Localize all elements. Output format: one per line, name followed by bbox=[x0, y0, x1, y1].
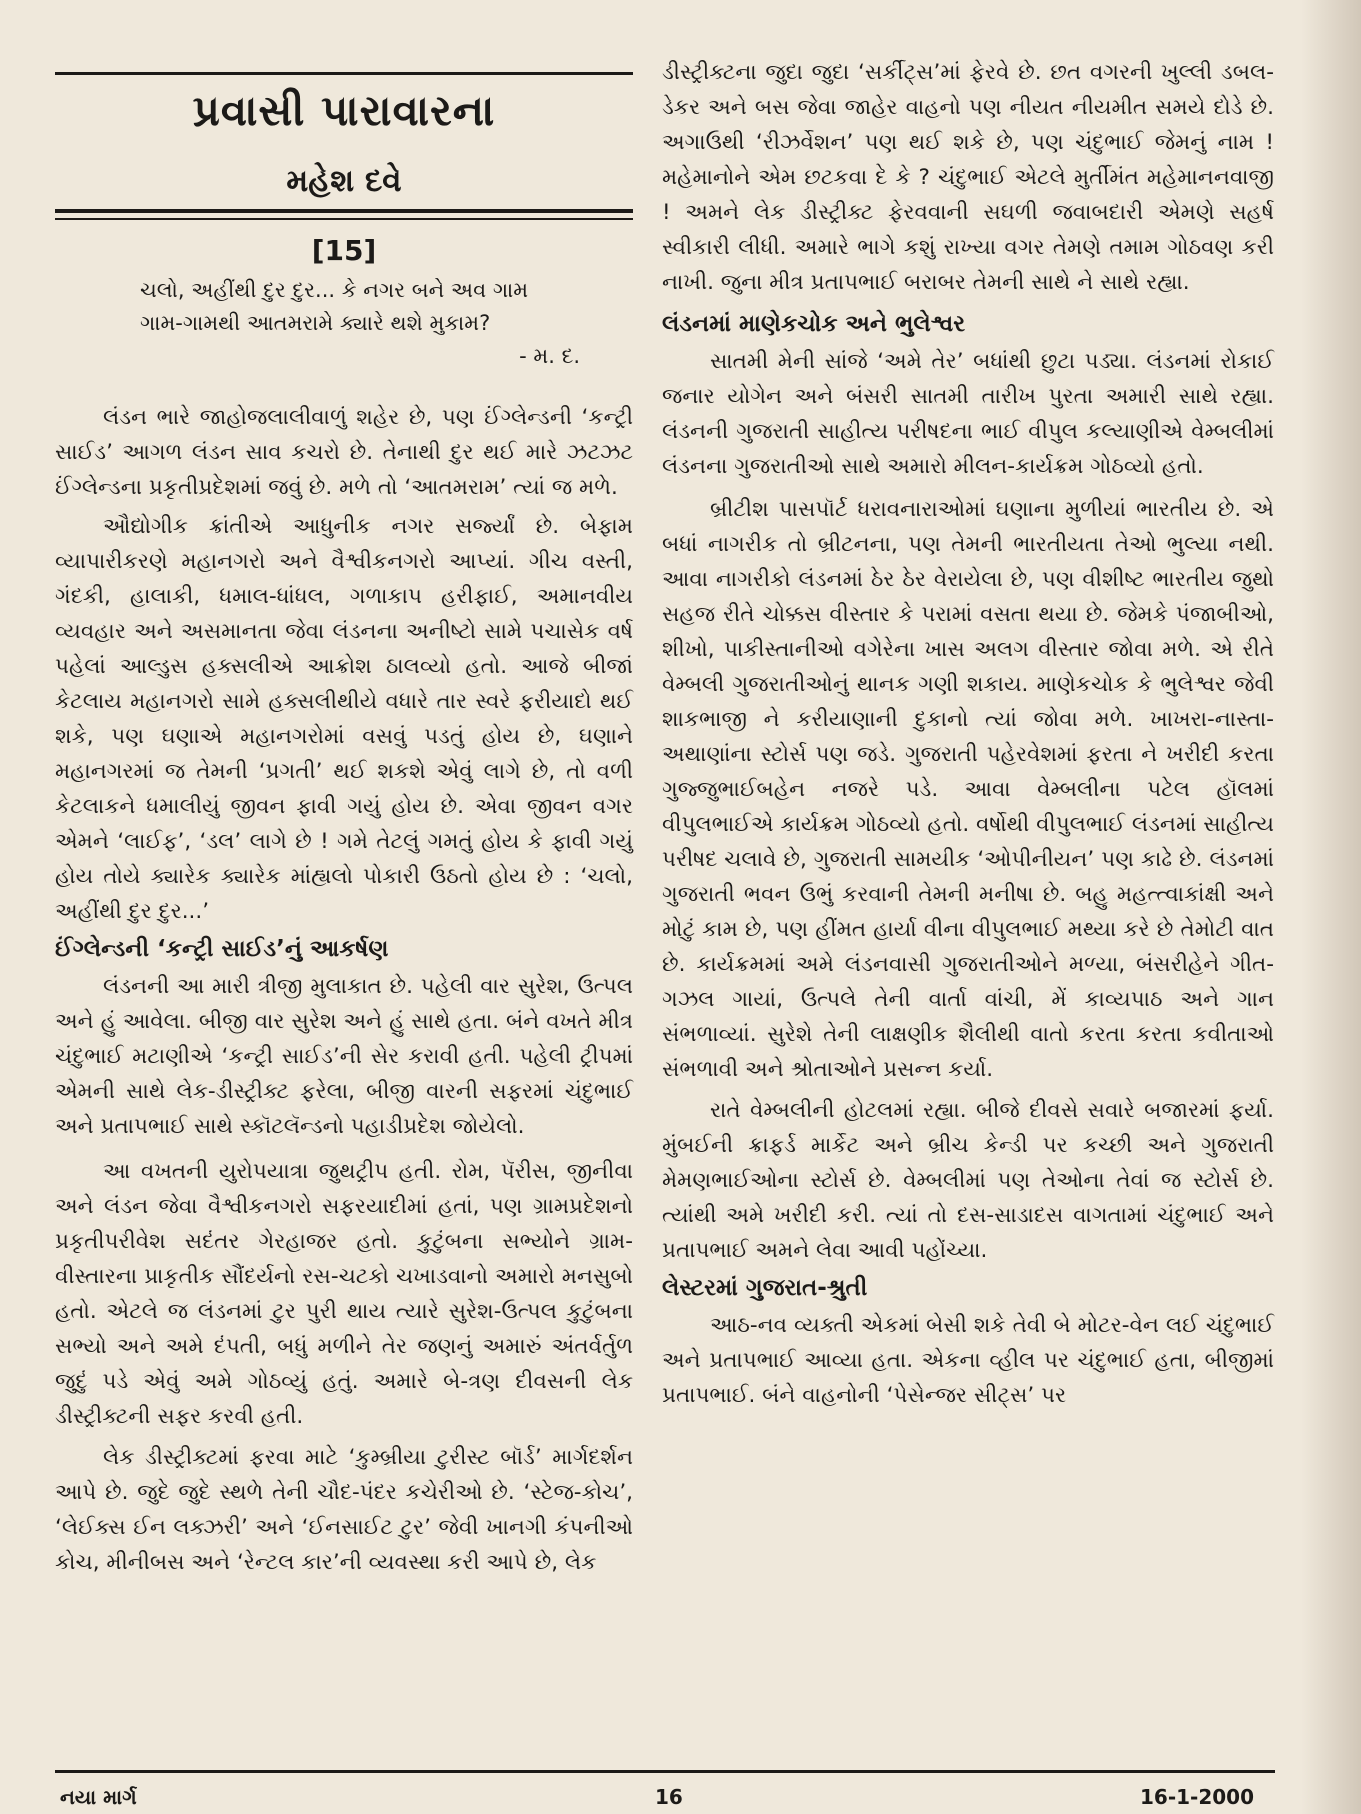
author-underline-thin bbox=[55, 218, 633, 220]
footer-rule bbox=[55, 1770, 1275, 1773]
paragraph: સાતમી મેની સાંજે ‘અમે તેર’ બધાંથી છુટા પડ્યા. લંડનમાં રોકાઈ જનાર યોગેન અને બંસરી સાતમી તારીખ પુરતા અમારી સાથે રહ્યા. લંડનની ગુજરાતી સાહીત્ય પરીષદના ભાઈ વીપુલ કલ્યાણીએ વેમ્બલીમાં લંડનના ગુજરાતીઓ સાથે અમારો મીલન-કાર્યક્રમ ગોઠવ્યો હતો. bbox=[662, 349, 1274, 479]
epigraph-line: ગામ-ગામથી આતમરામે ક્યારે થશે મુકામ? bbox=[140, 311, 491, 335]
top-rule bbox=[55, 72, 633, 75]
paragraph: ઔદ્યોગીક ક્રાંતીએ આધુનીક નગર સર્જ્યાં છે. બેફામ વ્યાપારીકરણે મહાનગરો અને વૈશ્વીકનગરો આપ્યાં. ગીચ વસ્તી, ગંદકી, હાલાકી, ધમાલ-ધાંધલ, ગળાકાપ હરીફાઈ, અમાનવીય વ્યવહાર અને અસમાનતા જેવા લંડનના અનીષ્ટો સામે પચાસેક વર્ષ પહેલાં આલ્ડુસ હક્સલીએ આક્રોશ ઠાલવ્યો હતો. આજે બીજાં કેટલાય મહાનગરો સામે હક્સલીથીયે વધારે તાર સ્વરે ફરીયાદો થઈ શકે, પણ ઘણાએ મહાનગરોમાં વસવું પડતું હોય છે, ઘણાને મહાનગરમાં જ તેમની ‘પ્રગતી’ થઈ શકશે એવું લાગે છે, તો વળી કેટલાકને ધમાલીયું જીવન ફાવી ગયું હોય છે. એવા જીવન વગર એમને ‘લાઈફ’, ‘ડલ’ લાગે છે ! ગમે તેટલું ગમતું હોય કે ફાવી ગયું હોય તોયે ક્યારેક ક્યારેક માંહ્યલો પોકારી ઉઠતો હોય છે : ‘ચલો, અહીંથી દુર દુર...’ bbox=[55, 514, 633, 924]
footer-magazine-name: નયા માર્ગ bbox=[60, 1785, 137, 1809]
footer-page-number: 16 bbox=[655, 1785, 683, 1809]
section-heading: ઈંગ્લેન્ડની ‘કન્ટ્રી સાઈડ’નું આકર્ષણ bbox=[55, 936, 389, 962]
author-name: મહેશ દવે bbox=[286, 163, 402, 199]
paragraph: આઠ-નવ વ્યક્તી એકમાં બેસી શકે તેવી બે મોટર-વેન લઈ ચંદુભાઈ અને પ્રતાપભાઈ આવ્યા હતા. એકના વ્હીલ પર ચંદુભાઈ હતા, બીજીમાં પ્રતાપભાઈ. બંને વાહનોની ‘પેસેન્જર સીટ્સ’ પર bbox=[662, 1313, 1274, 1408]
paragraph: લંડનની આ મારી ત્રીજી મુલાકાત છે. પહેલી વાર સુરેશ, ઉત્પલ અને હું આવેલા. બીજી વાર સુરેશ અને હું સાથે હતા. બંને વખતે મીત્ર ચંદુભાઈ મટાણીએ ‘કન્ટ્રી સાઈડ’ની સેર કરાવી હતી. પહેલી ટ્રીપમાં એમની સાથે લેક-ડીસ્ટ્રીક્ટ ફરેલા, બીજી વારની સફરમાં ચંદુભાઈ અને પ્રતાપભાઈ સાથે સ્કૉટલૅન્ડનો પહાડીપ્રદેશ જોયેલો. bbox=[55, 974, 633, 1139]
author-underline bbox=[55, 209, 633, 213]
paragraph: બ્રીટીશ પાસપૉર્ટ ધરાવનારાઓમાં ઘણાના મુળીયાં ભારતીય છે. એ બધાં નાગરીક તો બ્રીટનના, પણ તેમની ભારતીયતા તેઓ ભુલ્યા નથી. આવા નાગરીકો લંડનમાં ઠેર ઠેર વેરાયેલા છે, પણ વીશીષ્ટ ભારતીય જુથો સહજ રીતે ચોક્કસ વીસ્તાર કે પરામાં વસતા થયા છે. જેમકે પંજાબીઓ, શીખો, પાકીસ્તાનીઓ વગેરેના ખાસ અલગ વીસ્તાર જોવા મળે. એ રીતે વેમ્બલી ગુજરાતીઓનું થાનક ગણી શકાય. માણેકચોક કે ભુલેશ્વર જેવી શાકભાજી ને કરીયાણાની દુકાનો ત્યાં જોવા મળે. ખાખરા-નાસ્તા-અથાણાંના સ્ટોર્સ પણ જડે. ગુજરાતી પહેરવેશમાં ફરતા ને ખરીદી કરતા ગુજ્જુભાઈબહેન નજરે પડે. આવા વેમ્બલીના પટેલ હૉલમાં વીપુલભાઈએ કાર્યક્રમ ગોઠવ્યો હતો. વર્ષોથી વીપુલભાઈ લંડનમાં સાહીત્ય પરીષદ ચલાવે છે, ગુજરાતી સામયીક ‘ઓપીનીયન’ પણ કાઢે છે. લંડનમાં ગુજરાતી ભવન ઉભું કરવાની તેમની મનીષા છે. બહુ મહત્ત્વાકાંક્ષી અને મોટું કામ છે, પણ હીંમત હાર્યા વીના વીપુલભાઈ મથ્યા કરે છે તેમોટી વાત છે. કાર્યક્રમમાં અમે લંડનવાસી ગુજરાતીઓને મળ્યા, બંસરીહેને ગીત-ગઝલ ગાયાં, ઉત્પલે તેની વાર્તા વાંચી, મેં કાવ્યપાઠ અને ગાન સંભળાવ્યાં. સુરેશે તેની લાક્ષણીક શૈલીથી વાતો કરતા કરતા કવીતાઓ સંભળાવી અને શ્રોતાઓને પ્રસન્ન કર્યા. bbox=[662, 497, 1274, 1082]
right-column-text bbox=[662, 55, 1274, 1413]
paragraph: લંડન ભારે જાહોજલાલીવાળું શહેર છે, પણ ઈંગ્લેન્ડની ‘કન્ટ્રી સાઈડ’ આગળ લંડન સાવ કચરો છે. તેનાથી દુર થઈ મારે ઝટઝટ ઈંગ્લેન્ડના પ્રકૃતીપ્રદેશમાં જવું છે. મળે તો ‘આતમરામ’ ત્યાં જ મળે. bbox=[55, 405, 633, 500]
epigraph-signature: - મ. દ. bbox=[519, 344, 580, 368]
article-title: પ્રવાસી પારાવારના bbox=[192, 86, 496, 135]
episode-number: [15] bbox=[311, 234, 377, 267]
paragraph: ડીસ્ટ્રીક્ટના જુદા જુદા ‘સર્કીટ્સ’માં ફેરવે છે. છત વગરની ખુલ્લી ડબલ-ડેકર અને બસ જેવા જાહેર વાહનો પણ નીયત નીયમીત સમયે દોડે છે. અગાઉથી ‘રીઝર્વેશન’ પણ થઈ શકે છે, પણ ચંદુભાઈ જેમનું નામ ! મહેમાનોને એમ છટકવા દે કે ? ચંદુભાઈ એટલે મુર્તીમંત મહેમાનનવાજી ! અમને લેક ડીસ્ટ્રીક્ટ ફેરવવાની સઘળી જવાબદારી એમણે સહર્ષ સ્વીકારી લીધી. અમારે ભાગે કશું રાખ્યા વગર તેમણે તમામ ગોઠવણ કરી નાખી. જુના મીત્ર પ્રતાપભાઈ બરાબર તેમની સાથે ને સાથે રહ્યા. bbox=[662, 60, 1274, 295]
paragraph: લેક ડીસ્ટ્રીક્ટમાં ફરવા માટે ‘કુમ્બ્રીયા ટુરીસ્ટ બૉર્ડ’ માર્ગદર્શન આપે છે. જુદે જુદે સ્થળે તેની ચૌદ-પંદર કચેરીઓ છે. ‘સ્ટેજ-કોચ’, ‘લેઈક્સ ઈન લક્ઝરી’ અને ‘ઈનસાઈટ ટુર’ જેવી ખાનગી કંપનીઓ કોચ, મીનીબસ અને ‘રેન્ટલ કાર’ની વ્યવસ્થા કરી આપે છે, લેક bbox=[55, 1445, 633, 1575]
footer-date: 16-1-2000 bbox=[1140, 1785, 1255, 1809]
page-edge-shadow bbox=[1301, 0, 1361, 1814]
section-heading: લેસ્ટરમાં ગુજરાત-શ્રુતી bbox=[662, 1275, 868, 1301]
left-column-text bbox=[55, 400, 633, 1580]
paragraph: આ વખતની યુરોપયાત્રા જુથટ્રીપ હતી. રોમ, પૅરીસ, જીનીવા અને લંડન જેવા વૈશ્વીકનગરો સફરયાદીમાં હતાં, પણ ગ્રામપ્રદેશનો પ્રકૃતીપરીવેશ સદંતર ગેરહાજર હતો. કુટુંબના સભ્યોને ગ્રામ-વીસ્તારના પ્રાકૃતીક સૌંદર્યનો રસ-ચટકો ચખાડવાનો અમારો મનસુબો હતો. એટલે જ લંડનમાં ટુર પુરી થાય ત્યારે સુરેશ-ઉત્પલ કુટુંબના સભ્યો અને અમે દંપતી, બધું મળીને તેર જણનું અમારું અંતર્વર્તુળ જુદું પડે એવું અમે ગોઠવ્યું હતું. અમારે બે-ત્રણ દીવસની લેક ડીસ્ટ્રીક્ટની સફર કરવી હતી. bbox=[55, 1159, 633, 1429]
epigraph bbox=[140, 274, 610, 373]
section-heading: લંડનમાં માણેકચોક અને ભુલેશ્વર bbox=[662, 311, 966, 337]
epigraph-line: ચલો, અહીંથી દુર દુર... કે નગર બને અવ ગામ bbox=[140, 278, 529, 302]
paragraph: રાતે વેમ્બલીની હોટલમાં રહ્યા. બીજે દીવસે સવારે બજારમાં ફર્યા. મુંબઈની ક્રાફર્ડ માર્કેટ અને બ્રીચ કેન્ડી પર કચ્છી અને ગુજરાતી મેમણભાઈઓના સ્ટોર્સ છે. વેમ્બલીમાં પણ તેઓના તેવાં જ સ્ટોર્સ છે. ત્યાંથી અમે ખરીદી કરી. ત્યાં તો દસ-સાડાદસ વાગતામાં ચંદુભાઈ અને પ્રતાપભાઈ અમને લેવા આવી પહોંચ્યા. bbox=[662, 1098, 1274, 1263]
